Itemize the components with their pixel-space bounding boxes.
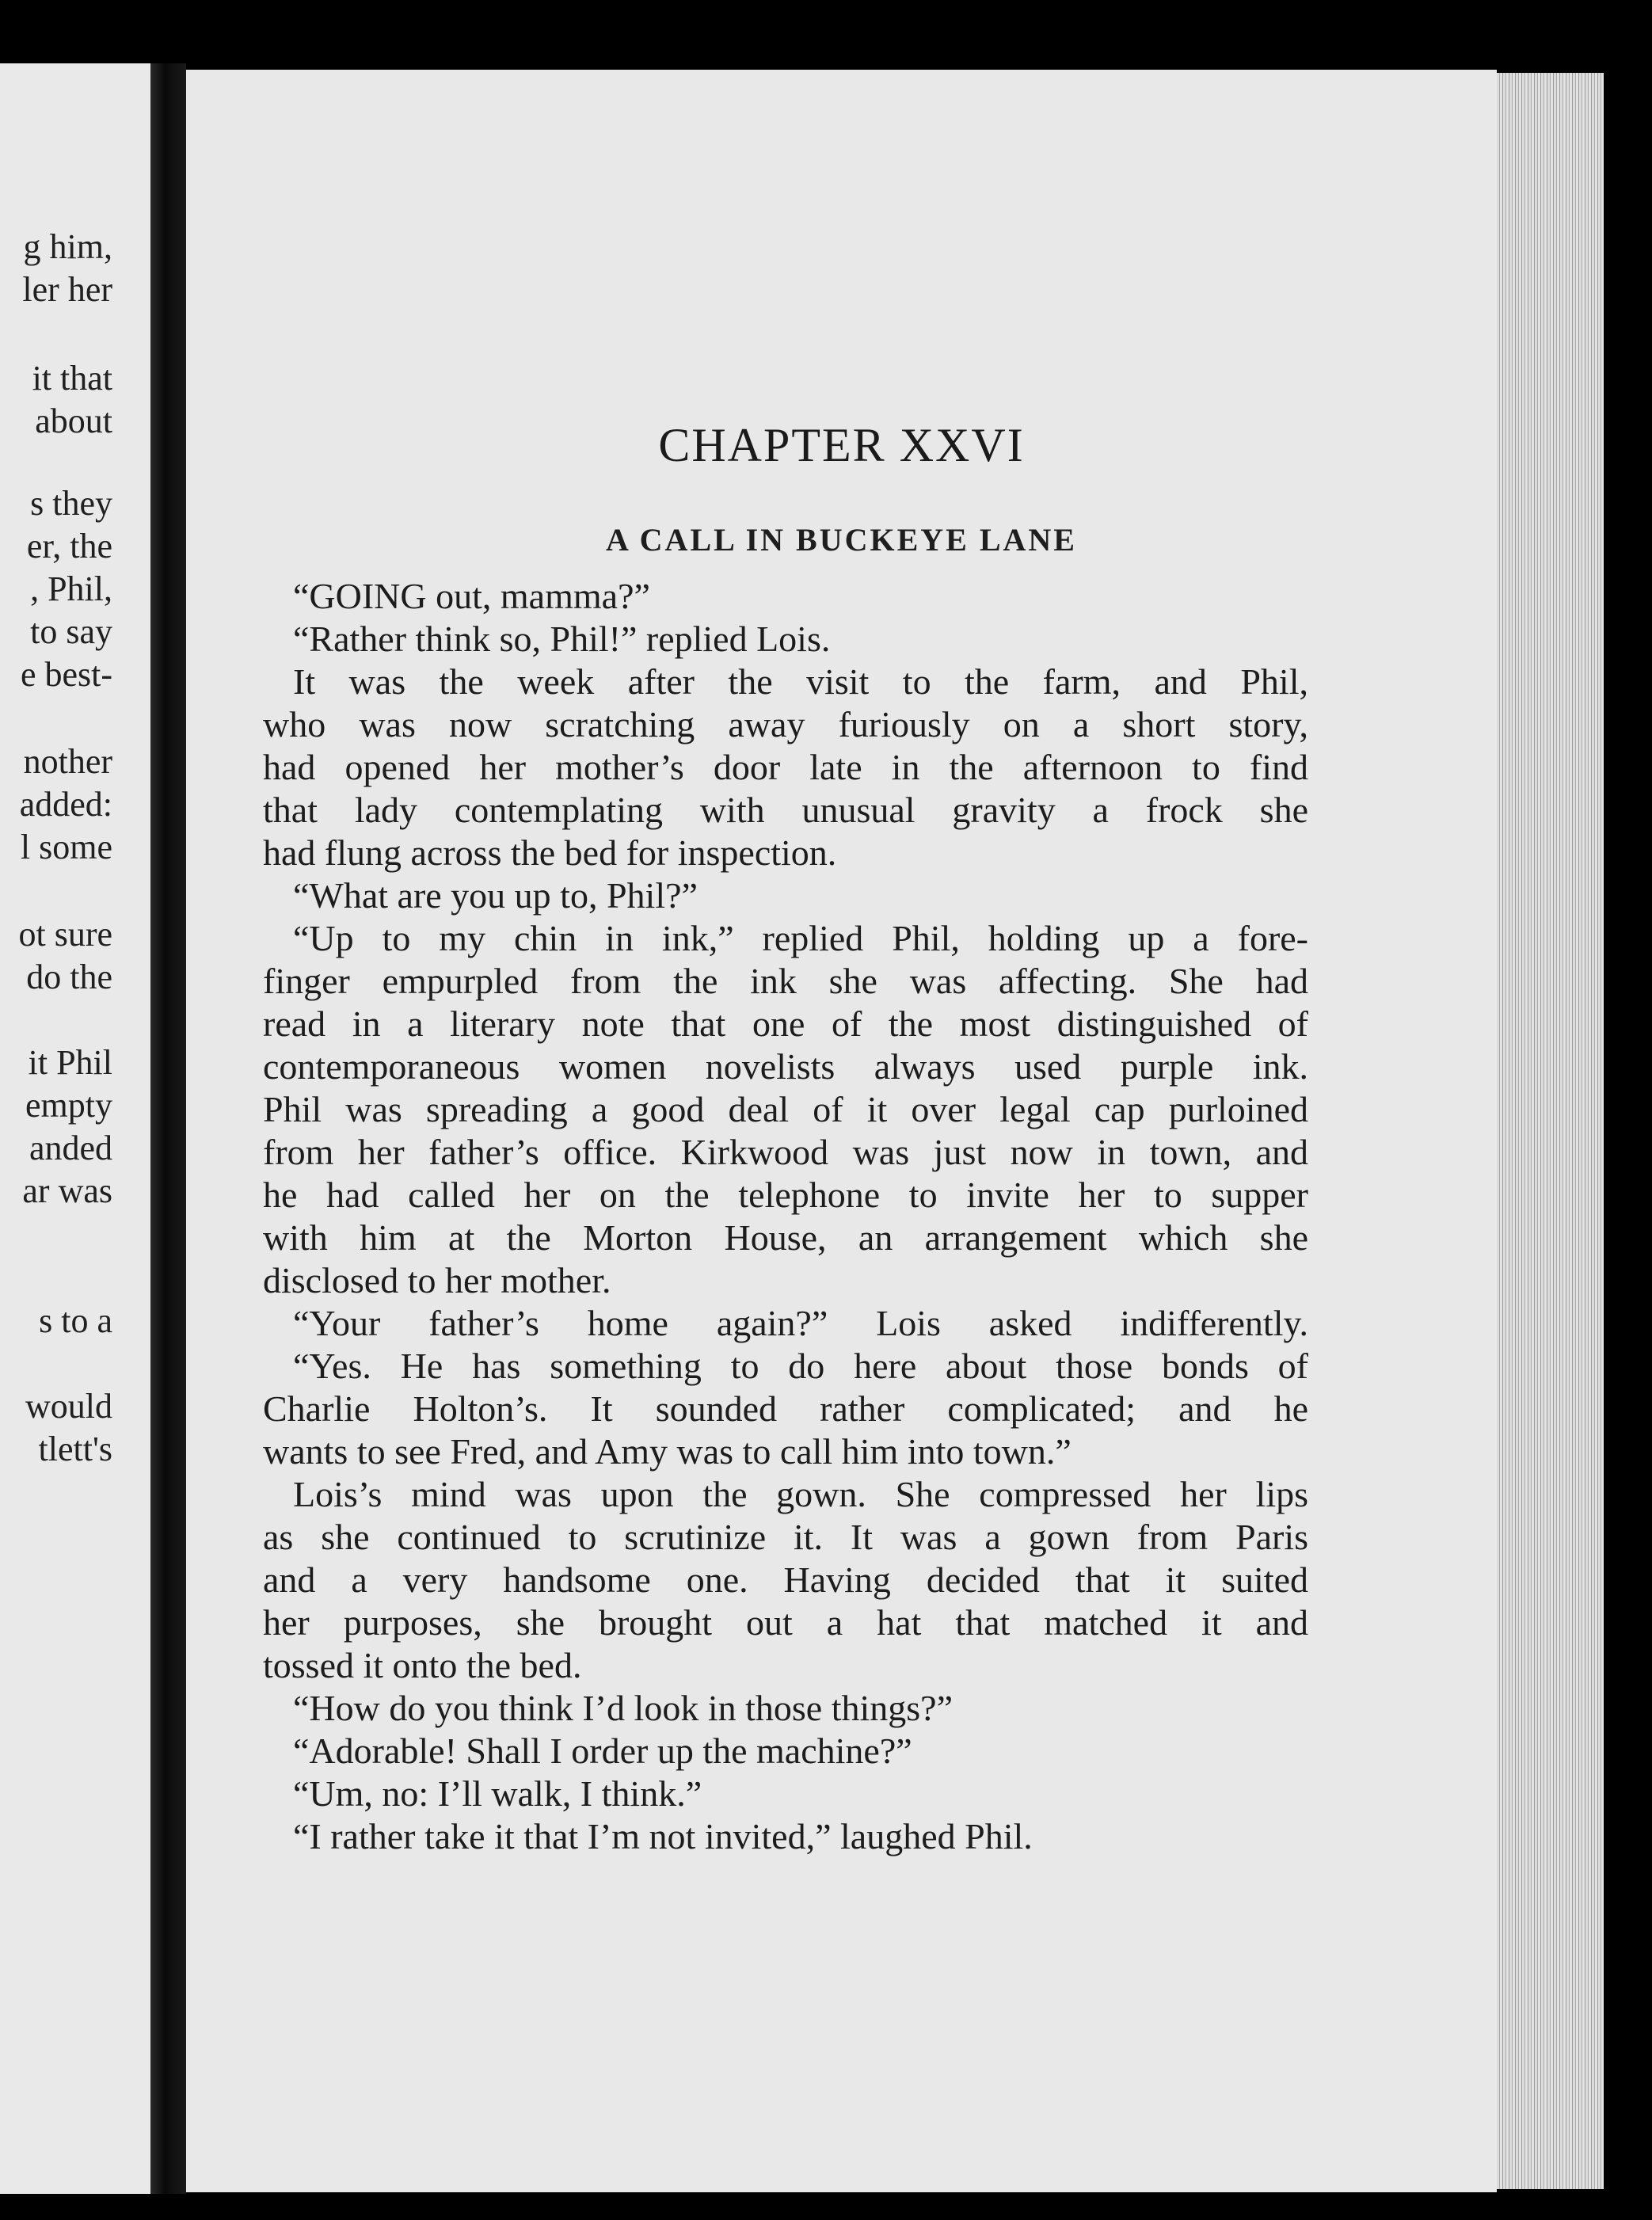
left-facing-page: [0, 63, 150, 2194]
text-line: her purposes, she brought out a hat that matched it and: [263, 1602, 1308, 1643]
left-page-line: about: [35, 402, 112, 440]
text-line: “Your father’s home again?” Lois asked indifferently.: [293, 1303, 1308, 1343]
text-line: “Um, no: I’ll walk, I think.”: [293, 1773, 702, 1814]
text-line: “Rather think so, Phil!” replied Lois.: [293, 619, 831, 659]
text-line: “Up to my chin in ink,” replied Phil, holding up a fore-: [293, 918, 1308, 958]
text-line: Charlie Holton’s. It sounded rather complicated; and he: [263, 1388, 1308, 1429]
text-line: and a very handsome one. Having decided that it suited: [263, 1559, 1308, 1600]
left-page-line: to say: [30, 612, 112, 651]
text-line: It was the week after the visit to the farm, and Phil,: [293, 661, 1308, 702]
left-page-line: ot sure: [18, 915, 112, 954]
text-line: “Yes. He has something to do here about those bonds of: [293, 1346, 1308, 1386]
left-page-line: l some: [20, 828, 112, 866]
left-page-line: ar was: [22, 1171, 112, 1210]
left-page-line: it Phil: [28, 1043, 112, 1082]
text-line: “Adorable! Shall I order up the machine?”: [293, 1731, 912, 1771]
text-line: he had called her on the telephone to invite her to supper: [263, 1175, 1308, 1215]
left-page-line: er, the: [26, 527, 112, 565]
text-line: disclosed to her mother.: [263, 1260, 611, 1300]
right-page: [186, 70, 1497, 2192]
left-page-line: would: [25, 1387, 112, 1426]
text-line: “I rather take it that I’m not invited,” laughed Phil.: [293, 1816, 1033, 1856]
left-page-line: it that: [32, 359, 112, 398]
text-line: Lois’s mind was upon the gown. She compressed her lips: [293, 1474, 1308, 1514]
left-page-line: nother: [23, 742, 112, 781]
text-line: as she continued to scrutinize it. It was a gown from Paris: [263, 1517, 1308, 1557]
text-line: finger empurpled from the ink she was affecting. She had: [263, 961, 1308, 1001]
text-line: “What are you up to, Phil?”: [293, 875, 698, 916]
left-page-line: ler her: [22, 270, 112, 309]
text-line: had opened her mother’s door late in the afternoon to find: [263, 747, 1308, 787]
page-edges: [1497, 73, 1604, 2189]
text-line: from her father’s office. Kirkwood was just now in town, and: [263, 1132, 1308, 1172]
text-line: had flung across the bed for inspection.: [263, 832, 837, 873]
left-page-line: s they: [30, 484, 112, 523]
text-line: who was now scratching away furiously on a short story,: [263, 704, 1308, 744]
chapter-subtitle: A CALL IN BUCKEYE LANE: [605, 522, 1077, 558]
text-line: wants to see Fred, and Amy was to call him into town.”: [263, 1431, 1072, 1472]
body-text: [263, 575, 1308, 1858]
left-page-line: g him,: [23, 227, 112, 266]
left-page-line: , Phil,: [30, 569, 112, 608]
left-page-line: anded: [29, 1129, 112, 1167]
left-page-line: empty: [25, 1086, 112, 1125]
left-page-line: do the: [26, 958, 112, 996]
text-line: read in a literary note that one of the most distinguished of: [263, 1003, 1308, 1044]
left-page-line: tlett's: [38, 1430, 112, 1468]
left-page-line: added:: [19, 785, 112, 824]
text-line: “GOING out, mamma?”: [293, 576, 650, 616]
book-gutter: [150, 63, 186, 2194]
chapter-title: CHAPTER XXVI: [658, 419, 1025, 471]
text-line: that lady contemplating with unusual gravity a frock she: [263, 790, 1308, 830]
text-line: “How do you think I’d look in those things?”: [293, 1688, 954, 1728]
left-page-line: s to a: [39, 1301, 112, 1340]
left-page-line: e best-: [20, 655, 112, 694]
text-line: Phil was spreading a good deal of it over legal cap purloined: [263, 1089, 1308, 1129]
text-line: with him at the Morton House, an arrangement which she: [263, 1217, 1308, 1258]
text-line: tossed it onto the bed.: [263, 1645, 582, 1685]
text-line: contemporaneous women novelists always used purple ink.: [263, 1046, 1308, 1087]
